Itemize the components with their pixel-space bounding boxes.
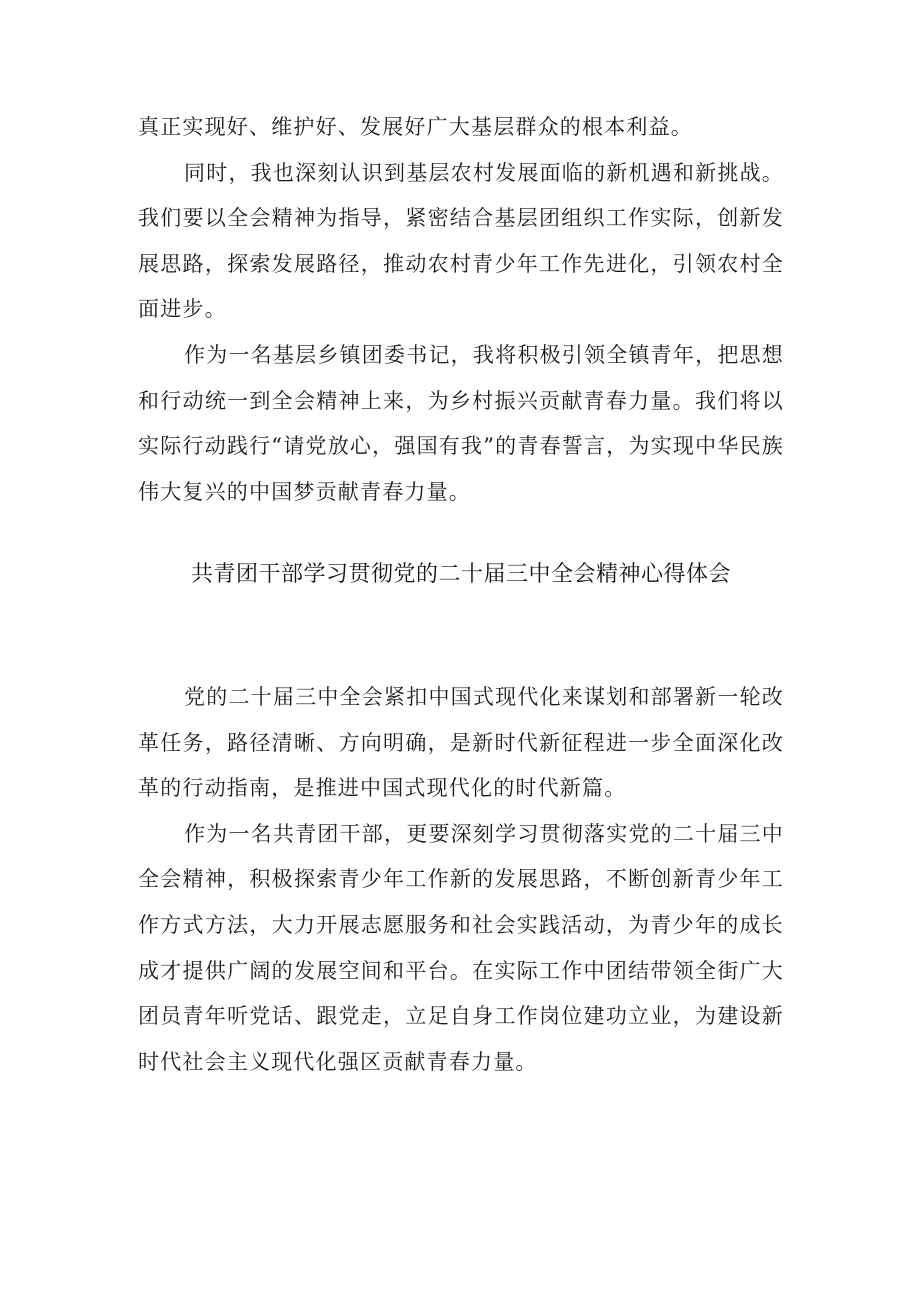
previous-article-continuation: [138, 105, 784, 515]
paragraph-continuation: 真正实现好、维护好、发展好广大基层群众的根本利益。: [138, 115, 693, 139]
article-title: 共青团干部学习贯彻党的二十届三中全会精神心得体会: [190, 562, 731, 587]
article-body: [138, 675, 784, 1085]
paragraph-new-challenges: 同时，我也深刻认识到基层农村发展面临的新机遇和新挑战。我们要以全会精神为指导，紧密结合基层团组织工作实际，创新发展思路，探索发展路径，推动农村青少年工作先进化，引领农村全面进步。: [138, 160, 784, 322]
paragraph-commitment: 作为一名基层乡镇团委书记，我将积极引领全镇青年，把思想和行动统一到全会精神上来，为乡村振兴贡献青春力量。我们将以实际行动践行“请党放心，强国有我”的青春誓言，为实现中华民族伟大复兴的中国梦贡献青春力量。: [138, 342, 784, 504]
paragraph-youth-work: 作为一名共青团干部，更要深刻学习贯彻落实党的二十届三中全会精神，积极探索青少年工作新的发展思路，不断创新青少年工作方式方法，大力开展志愿服务和社会实践活动，为青少年的成长成才提供广阔的发展空间和平台。在实际工作中团结带领全街广大团员青年听党话、跟党走，立足自身工作岗位建功立业，为建设新时代社会主义现代化强区贡献青春力量。: [138, 821, 784, 1074]
paragraph-plenary-overview: 党的二十届三中全会紧扣中国式现代化来谋划和部署新一轮改革任务，路径清晰、方向明确，是新时代新征程进一步全面深化改革的行动指南，是推进中国式现代化的时代新篇。: [138, 685, 784, 801]
